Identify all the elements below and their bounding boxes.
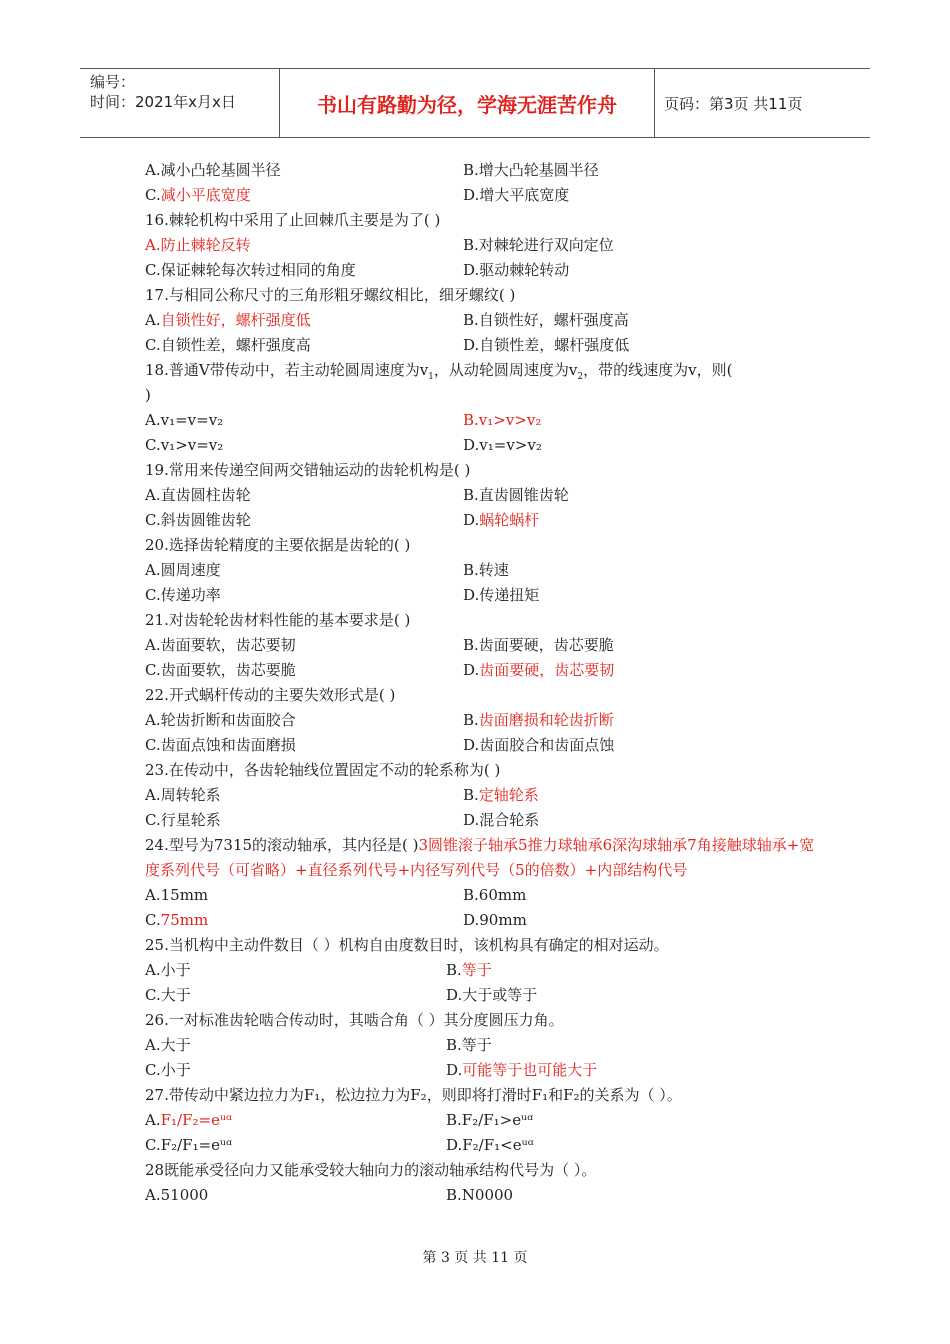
q27-row-ab	[145, 1108, 815, 1133]
q27-stem: 27.带传动中紧边拉力为F₁，松边拉力为F₂，则即将打滑时F₁和F₂的关系为（ ）。	[145, 1086, 682, 1104]
q15-option-d: D.增大平底宽度	[463, 186, 570, 204]
q20-option-b: B.转速	[463, 561, 509, 579]
q18-option-c: C.v₁>v=v₂	[145, 436, 224, 454]
q23-option-c: C.行星轮系	[145, 811, 221, 829]
q20-stem: 20.选择齿轮精度的主要依据是齿轮的( )	[145, 536, 411, 554]
q17-row-cd	[145, 333, 815, 358]
q18-option-b: B.v₁>v>v₂	[463, 411, 542, 429]
q28-option-b: B.N0000	[446, 1186, 514, 1204]
q23-stem: 23.在传动中，各齿轮轴线位置固定不动的轮系称为( )	[145, 761, 501, 779]
q22-option-a: A.轮齿折断和齿面胶合	[145, 711, 296, 729]
q20-option-c: C.传递功率	[145, 586, 221, 604]
q15-row-ab	[145, 158, 815, 183]
q26-stem: 26.一对标准齿轮啮合传动时，其啮合角（ ）其分度圆压力角。	[145, 1011, 564, 1029]
q18-stem-cont: )	[145, 386, 151, 404]
q23-option-d: D.混合轮系	[463, 811, 540, 829]
q23-row-ab	[145, 783, 815, 808]
q19-stem: 19.常用来传递空间两交错轴运动的齿轮机构是( )	[145, 461, 471, 479]
q15-option-b: B.增大凸轮基圆半径	[463, 161, 599, 179]
q22-row-cd	[145, 733, 815, 758]
q24-option-a: A.15mm	[145, 886, 209, 904]
q17-option-c: C.自锁性差，螺杆强度高	[145, 336, 311, 354]
q16-option-d: D.驱动棘轮转动	[463, 261, 570, 279]
doc-time-label: 时间：2021年x月x日	[90, 93, 236, 111]
q26-row-ab	[145, 1033, 815, 1058]
q20-option-a: A.圆周速度	[145, 561, 221, 579]
q24-option-d: D.90mm	[463, 911, 527, 929]
header-motto: 书山有路勤为径，学海无涯苦作舟	[280, 69, 655, 137]
q25-option-d: D.大于或等于	[446, 986, 538, 1004]
q28-stem: 28既能承受径向力又能承受较大轴向力的滚动轴承结构代号为（ ）。	[145, 1161, 597, 1179]
q25-row-ab	[145, 958, 815, 983]
q19-option-a: A.直齿圆柱齿轮	[145, 486, 251, 504]
q22-stem: 22.开式蜗杆传动的主要失效形式是( )	[145, 686, 396, 704]
q21-row-cd	[145, 658, 815, 683]
q24-option-c: C.75mm	[145, 911, 209, 929]
q28-option-a: A.51000	[145, 1186, 209, 1204]
q16-option-a: A.防止棘轮反转	[145, 236, 251, 254]
q23-option-b: B.定轴轮系	[463, 786, 539, 804]
q18-row-ab	[145, 408, 815, 433]
q21-option-c: C.齿面要软，齿芯要脆	[145, 661, 296, 679]
q18-row-cd	[145, 433, 815, 458]
q24-row-ab	[145, 883, 815, 908]
q19-row-cd	[145, 508, 815, 533]
q17-option-a: A.自锁性好，螺杆强度低	[145, 311, 311, 329]
q24-option-b: B.60mm	[463, 886, 527, 904]
q16-option-c: C.保证棘轮每次转过相同的角度	[145, 261, 356, 279]
q16-row-cd	[145, 258, 815, 283]
q24-note: 3圆锥滚子轴承5推力球轴承6深沟球轴承7角接触球轴承+宽度系列代号（可省略）+直径系列代号+内径写列代号（5的倍数）+内部结构代号	[145, 836, 815, 879]
doc-number-label: 编号：	[90, 73, 136, 91]
q20-option-d: D.传递扭矩	[463, 586, 540, 604]
q16-row-ab	[145, 233, 815, 258]
q22-option-d: D.齿面胶合和齿面点蚀	[463, 736, 615, 754]
q19-option-c: C.斜齿圆锥齿轮	[145, 511, 251, 529]
q21-option-d: D.齿面要硬，齿芯要韧	[463, 661, 615, 679]
q24-stem: 24.型号为7315的滚动轴承，其内径是( )	[145, 836, 419, 854]
q22-option-c: C.齿面点蚀和齿面磨损	[145, 736, 296, 754]
q22-option-b: B.齿面磨损和轮齿折断	[463, 711, 614, 729]
header-meta	[80, 69, 280, 137]
q19-option-d: D.蜗轮蜗杆	[463, 511, 540, 529]
q25-stem: 25.当机构中主动件数目（ ）机构自由度数目时，该机构具有确定的相对运动。	[145, 936, 669, 954]
q19-row-ab	[145, 483, 815, 508]
q27-option-a: A.F₁/F₂=eᵘᵅ	[145, 1111, 232, 1129]
q19-option-b: B.直齿圆锥齿轮	[463, 486, 569, 504]
q26-option-c: C.小于	[145, 1061, 191, 1079]
q17-option-b: B.自锁性好，螺杆强度高	[463, 311, 629, 329]
q27-option-c: C.F₂/F₁=eᵘᵅ	[145, 1136, 233, 1154]
q24-stem-block	[145, 833, 815, 883]
q15-option-c: C.减小平底宽度	[145, 186, 251, 204]
q18-stem: 18.普通V带传动中，若主动轮圆周速度为$v_1$，从动轮圆周速度为$v_2$，带的线速度为v，则(	[145, 361, 733, 382]
q17-option-d: D.自锁性差，螺杆强度低	[463, 336, 630, 354]
q18-option-a: A.v₁=v=v₂	[145, 411, 224, 429]
q27-option-b: B.F₂/F₁>eᵘᵅ	[446, 1111, 534, 1129]
q21-stem: 21.对齿轮轮齿材料性能的基本要求是( )	[145, 611, 411, 629]
q25-row-cd	[145, 983, 815, 1008]
q26-option-b: B.等于	[446, 1036, 492, 1054]
page-footer: 第 3 页 共 11 页	[422, 1250, 528, 1266]
q22-row-ab	[145, 708, 815, 733]
q26-row-cd	[145, 1058, 815, 1083]
q21-row-ab	[145, 633, 815, 658]
q27-row-cd	[145, 1133, 815, 1158]
page-header	[80, 68, 870, 138]
q26-option-a: A.大于	[145, 1036, 191, 1054]
q17-stem: 17.与相同公称尺寸的三角形粗牙螺纹相比，细牙螺纹( )	[145, 286, 516, 304]
q21-option-b: B.齿面要硬，齿芯要脆	[463, 636, 614, 654]
header-page-info: 页码：第3页 共11页	[664, 94, 803, 113]
q25-option-b: B.等于	[446, 961, 492, 979]
q25-option-c: C.大于	[145, 986, 191, 1004]
q26-option-d: D.可能等于也可能大于	[446, 1061, 598, 1079]
q23-option-a: A.周转轮系	[145, 786, 221, 804]
q18-option-d: D.v₁=v>v₂	[463, 436, 542, 454]
q24-row-cd	[145, 908, 815, 933]
q16-stem: 16.棘轮机构中采用了止回棘爪主要是为了( )	[145, 211, 441, 229]
q23-row-cd	[145, 808, 815, 833]
q20-row-cd	[145, 583, 815, 608]
q25-option-a: A.小于	[145, 961, 191, 979]
q15-option-a: A.减小凸轮基圆半径	[145, 161, 281, 179]
q20-row-ab	[145, 558, 815, 583]
q15-row-cd	[145, 183, 815, 208]
q28-row-ab	[145, 1183, 815, 1208]
q16-option-b: B.对棘轮进行双向定位	[463, 236, 614, 254]
q17-row-ab	[145, 308, 815, 333]
q27-option-d: D.F₂/F₁<eᵘᵅ	[446, 1136, 534, 1154]
question-list	[145, 158, 815, 1208]
q21-option-a: A.齿面要软，齿芯要韧	[145, 636, 296, 654]
